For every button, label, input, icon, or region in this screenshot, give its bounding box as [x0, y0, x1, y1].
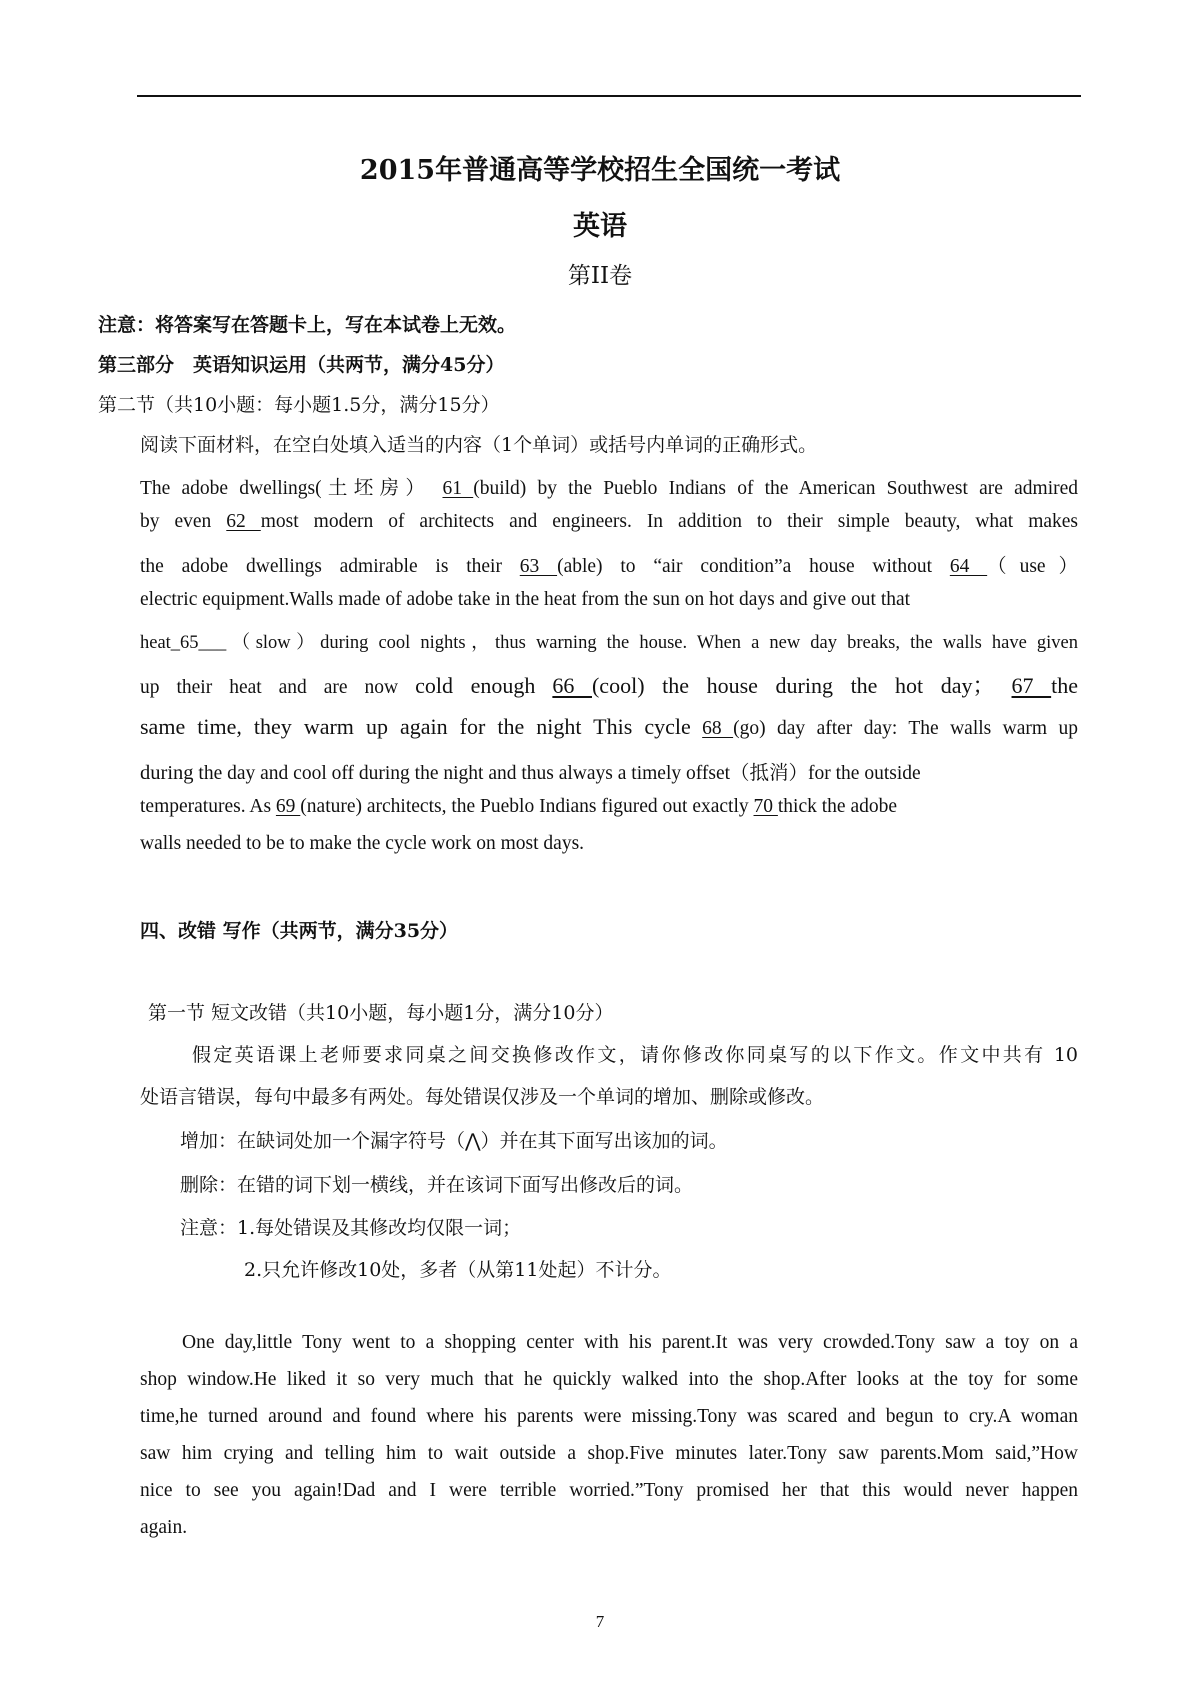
- page-number: 7: [595, 1612, 605, 1631]
- blank-61: 61: [442, 478, 474, 499]
- subject-title: 英语: [573, 211, 627, 242]
- part4-heading: 四、改错 写作（共两节，满分35分）: [140, 920, 459, 942]
- passage1-line-5: heat_65___（slow）during cool nights，thus warning the house. When a new day breaks, the walls have given: [140, 633, 1078, 653]
- rule-delete: 删除：在错的词下划一横线，并在该词下面写出修改后的词。: [180, 1174, 694, 1196]
- note-1: 注意：1.每处错误及其修改均仅限一词；: [180, 1217, 522, 1239]
- exam-title: 2015年普通高等学校招生全国统一考试: [359, 155, 841, 186]
- blank-70: 70: [753, 796, 778, 817]
- blank-68: 68: [702, 718, 734, 739]
- passage2-line-3: time,he turned around and found where his parents were missing.Tony was scared and begun to cry.A woman: [140, 1406, 1078, 1427]
- note-2: 2.只允许修改10处，多者（从第11处起）不计分。: [244, 1259, 672, 1281]
- passage1-line-2: by even 62 most modern of architects and engineers. In addition to their simple beauty, what makes: [140, 511, 1079, 532]
- passage2-line-4: saw him crying and telling him to wait outside a shop.Five minutes later.Tony saw parents.Mom said,”How: [140, 1443, 1078, 1464]
- blank-66: 66: [552, 673, 592, 698]
- passage2-line-5: nice to see you again!Dad and I were terrible worried.”Tony promised her that this would never happen: [140, 1480, 1078, 1501]
- passage1-line-9: temperatures. As 69 (nature) architects, the Pueblo Indians figured out exactly 70 thick the adobe: [140, 796, 898, 817]
- passage1-line-4: electric equipment.Walls made of adobe take in the heat from the sun on hot days and give out that: [140, 589, 911, 610]
- section1-instruction-1: 假定英语课上老师要求同桌之间交换修改作文，请你修改你同桌写的以下作文。作文中共有 10: [192, 1044, 1078, 1066]
- notice: 注意：将答案写在答题卡上，写在本试卷上无效。: [98, 314, 517, 336]
- rule-add: 增加：在缺词处加一个漏字符号（⋀）并在其下面写出该加的词。: [180, 1130, 728, 1152]
- volume-title: 第II卷: [567, 263, 633, 289]
- passage1-line-3: the adobe dwellings admirable is their 63 (able) to “air condition”a house without 64 （use）: [140, 556, 1079, 577]
- passage1-line-1: The adobe dwellings(土坯房） 61 (build) by the Pueblo Indians of the American Southwest are admired: [140, 478, 1079, 499]
- passage2-line-6: again.: [140, 1517, 188, 1538]
- part3-heading: 第三部分 英语知识运用（共两节，满分45分）: [98, 354, 505, 376]
- section2-instruction: 阅读下面材料，在空白处填入适当的内容（1个单词）或括号内单词的正确形式。: [140, 434, 818, 456]
- top-rule: [137, 95, 1081, 97]
- passage2-line-2: shop window.He liked it so very much that he quickly walked into the shop.After looks at the toy for some: [140, 1369, 1078, 1390]
- passage1-line-8: during the day and cool off during the night and thus always a timely offset（抵消）for the outside: [140, 762, 921, 784]
- blank-63: 63: [519, 556, 558, 577]
- section2-heading: 第二节（共10小题：每小题1.5分，满分15分）: [98, 394, 500, 416]
- passage1-line-6: up their heat and are now cold enough 66 (cool) the house during the hot day； 67 the: [140, 673, 1079, 698]
- passage1-line-10: walls needed to be to make the cycle work on most days.: [140, 833, 585, 854]
- section1-heading: 第一节 短文改错（共10小题，每小题1分，满分10分）: [148, 1002, 614, 1024]
- blank-64: 64: [949, 556, 988, 577]
- passage2-line-1: One day,little Tony went to a shopping center with his parent.It was very crowded.Tony saw a toy on a: [182, 1332, 1078, 1353]
- blank-69: 69: [275, 796, 301, 817]
- passage1-line-7: same time, they warm up again for the night This cycle 68 (go) day after day: The walls warm up: [140, 714, 1078, 739]
- blank-62: 62: [226, 511, 261, 532]
- blank-67: 67: [1011, 673, 1052, 698]
- section1-instruction-2: 处语言错误，每句中最多有两处。每处错误仅涉及一个单词的增加、删除或修改。: [140, 1086, 825, 1108]
